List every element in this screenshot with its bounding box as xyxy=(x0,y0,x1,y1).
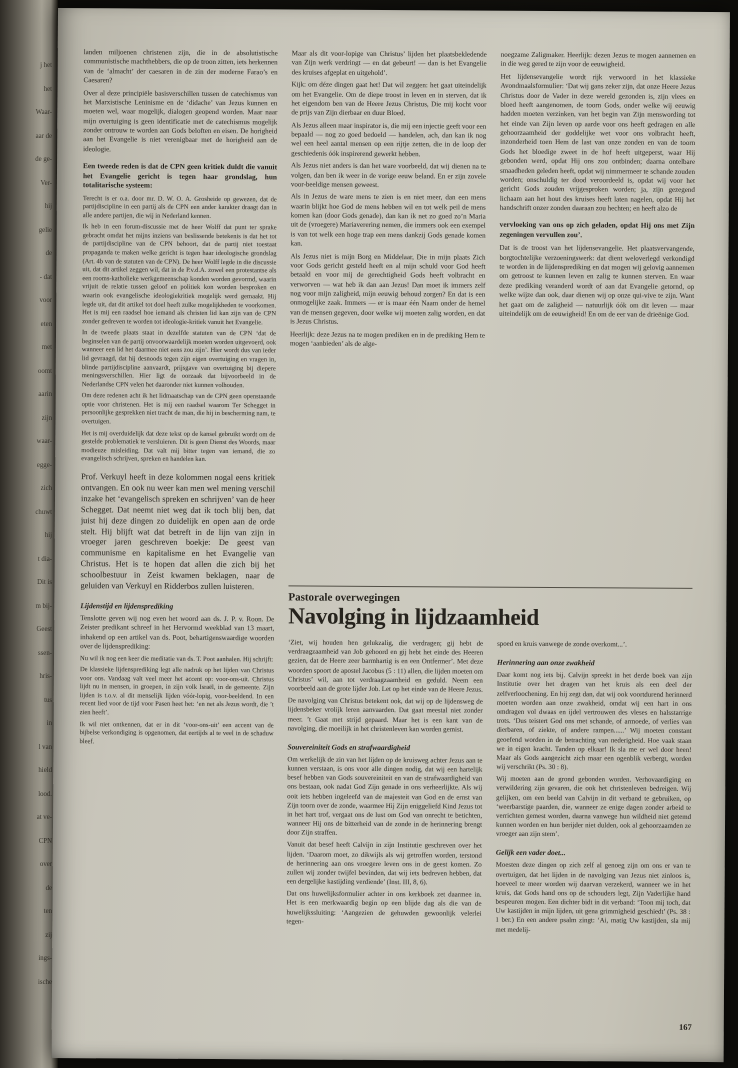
paragraph: Nu wil ik nog een keer die meditatie van ds. T. Poot aanhalen. Hij schrijft: xyxy=(80,654,274,663)
article2 xyxy=(286,581,692,938)
paragraph: Maar als dit voor-lopige van Christus’ lijden het plaatsbekledende van Zijn werk verdringt — en dat gebeurt! — dan is het Evangelie des kruises afgeplat en uitgehold’. xyxy=(291,49,487,77)
page-edge-fragment: de xyxy=(45,884,52,892)
paragraph: Tenslotte geven wij nog even het woord aan ds. J. P. v. Roon. De Zeister predikant schreef in het Hervormd weekblad van 13 maart, inhakend op een artikel van ds. Poot, behartigenswaardige woorden over de lijdensprediking: xyxy=(80,614,275,651)
page-edge-fragment: zij xyxy=(45,931,52,939)
page-edge-fragment: de xyxy=(45,250,52,257)
page-edge-fragment: CPN xyxy=(38,837,52,845)
paragraph: Het is mij overduidelijk dat deze tekst op de kansel gebruikt wordt om de gestelde problematiek te versluieren. Dit is geen Dienst des Woords, maar modieuze misleiding. Dat valt mij bitter tegen van iemand, die zo evangelisch schrijven, spreken en handelen kan. xyxy=(81,429,276,464)
previous-page-fragments xyxy=(0,0,58,994)
paragraph: Terecht is er o.a. door mr. D. W. O. A. Grosheide op gewezen, dat de partijdiscipline in een partij als de CPN een ander karakter draagt dan in alle andere partijen, die wij in Nederland kennen. xyxy=(82,194,277,220)
paragraph: Als Jezus niet is mijn Borg en Middelaar, Die in mijn plaats Zich voor Gods gericht gesteld heeft en al mijn schuld voor God heeft betaald en voor mij de gerechtigheid Gods heeft volbracht en verworven — wat heb ik dan aan Jezus! Dan moet ik immers zelf nog voor mijn zaligheid, mijn eeuwig behoud zorgen? En dat is een onmogelijke zaak. Immers — er is maar één Naam onder de hemel van de mensen gegeven, door welke wij moeten zalig worden, en dat is Jezus Christus. xyxy=(290,251,486,326)
paragraph: spoed en kruis vanwege de zonde overkomt...’. xyxy=(497,640,627,649)
subheading: Lijdenstijd en lijdensprediking xyxy=(80,601,174,611)
page-edge-fragment: t dia- xyxy=(37,555,52,563)
article1-column-middle xyxy=(289,49,487,582)
paragraph: Ik wil niet ontkennen, dat er in dit ‘voor-ons-uit’ een accent van de bijbelse verkondiging is opgenomen, dat eertijds al te veel in de schaduw bleef. xyxy=(79,720,274,746)
page-edge-fragment: over xyxy=(39,861,52,868)
page-edge-fragment: Geest xyxy=(36,626,52,633)
page-edge-fragment: met xyxy=(41,344,52,351)
page-edge-fragment: at ve- xyxy=(36,814,52,821)
page-edge-fragment: zich xyxy=(40,485,52,492)
page-edge-fragment: hield xyxy=(38,767,52,774)
page-edge-fragment: waar- xyxy=(36,438,52,445)
paragraph: Een tweede reden is dat de CPN geen kritiek duldt die vanuit het Evangelie gericht is tegen haar grondslag, hun totalitarische systeem: xyxy=(82,161,278,190)
paragraph: ‘Ziet, wij houden hen gelukzalig, die verdragen; gij hebt de verdraagzaamheid van Job gehoord en gij hebt het einde des Heeren gezien, dat de Heere zeer barmhartig is en een Ontfermer’. Met deze woorden spoort de apostel Jacobus (5 : 11) allen, die lijden moeten om Christus’ wil, aan tot verdraagzaamheid en geduld. Neem een voorbeeld aan de grote lijder Job. Let op het einde van de Heere Jezus. xyxy=(287,639,484,694)
article1-column-right xyxy=(497,51,695,584)
page-edge-fragment: - dat xyxy=(39,273,52,281)
page-edge-fragment: tus xyxy=(44,696,52,704)
paragraph: Als in Jezus de ware mens te zien is en niet meer, dan een mens waarin blijkt hoe God de mens hebben wil en tot welk peil de mens komen kan (door Gods genade), dan kan ik net zo goed zo’n Maria uit de (vroegere) Mariaverering nemen, die immers ook een exempel is van tot welk een hoge trap een mens dankzij Gods genade komen kan. xyxy=(290,192,486,248)
page-edge-fragment: l van xyxy=(38,743,52,751)
article2-column-right xyxy=(495,640,692,939)
page-edge-fragment: Waar- xyxy=(35,109,52,116)
page-edge-fragment: oomt xyxy=(38,367,52,375)
paragraph: Ik heb in een forum-discussie met de heer Wolff dat punt ter sprake gebracht omdat het mijns inziens van beslissende betekenis is dat het tot de partijdiscipline van de CPN behoort, dat de partij niet toestaat propaganda te maken welke gericht is tegen haar ideologische grondslag (Art. 4b van de statuten van de CPN). De heer Wolff legde in die discussie uit, dat dit artikel zeggen wil, dat in de P.v.d.A. zowel een protestantse als een rooms-katholieke werkgemeenschap konden worden gevormd, waarin vrijuit de relatie tussen geloof en politiek kon worden besproken en waarin ook evangelische ideologiekritiek mogelijk werd gemaakt. Hij legde uit, dat dit artikel tot doel heeft zulke mogelijkheden te voorkomen. Het is mij een raadsel hoe iemand als christen lid kan zijn van de CPN zonder gedreven te worden tot ideologie-kritiek vanuit het Evangelie. xyxy=(82,223,277,326)
page-edge-fragment: gelie xyxy=(38,226,52,234)
page-edge-fragment: Dit is xyxy=(37,579,52,586)
page-edge-fragment: ten xyxy=(43,908,52,915)
paragraph: Over al deze principiële basisverschillen tussen de catechismus van het Marxistische Leninisme en de ‘didache’ van Jezus kunnen en moeten wel, waar mogelijk, dialogen geopend worden. Maar naar mijn overtuiging is geen identificatie met de catechismus mogelijk zonder ontrouw te worden aan Gods beloften en eisen. De horigheid aan het Evangelie is niet verenigbaar met de horigheid aan de ideologie. xyxy=(83,88,278,154)
page-edge-fragment: chuwt xyxy=(35,508,52,516)
subheading: Souvereiniteit Gods en strafwaardigheid xyxy=(287,742,411,753)
page-edge-fragment: de ge- xyxy=(35,156,52,163)
page-content xyxy=(78,48,696,1036)
page-edge-fragment: zijn xyxy=(41,414,52,422)
article2-column-left xyxy=(286,639,483,938)
page-edge-fragment: het xyxy=(43,85,52,93)
page-edge-fragment: ssen- xyxy=(38,649,52,657)
paragraph: Daar komt nog iets bij. Calvijn spreekt in het derde boek van zijn Institutie over het dragen van het kruis als een deel der zelfverloochening. En hij zegt dan, dat wij ook voortdurend herinnerd moeten worden aan onze zwakheid, omdat wij een hart in ons omdragen vol dwaas en ijdel vertrouwen des vleses en halsstarrige trots. ‘Dus teistert God ons met schande, of armoede, of verlies van dierbaren, of ziekte, of andere rampen......’ Wij moeten constant geoefend worden in de betrachting van nederigheid. Hoe vaak staan we in eigen kracht. Tanden op elkaar! Ik sla me er wel door heen! Maar als Gods aangezicht zich maar een ogenblik verbergt, worden wij verschrikt (Ps. 30 : 8). xyxy=(496,672,692,772)
paragraph: Moesten deze dingen op zich zelf al genoeg zijn om ons er van te overtuigen, dat het lijden in de navolging van Jezus niet zinloos is, hoeveel te meer worden wij daarvan verzekerd, wanneer we in het kruis, dat Gods hand ons op de schouders legt, Zijn Vaderlijke hand bespeuren mogen. Een dichter bidt in dit verband: ‘Toon mij toch, dat Uw kastijden in mijn lijden, uit gena grimmigheid geschiedt’ (Ps. 38 : 1 ber.) En een andere psalm zingt: ‘Ai, matig Uw kastijden, sla mij met medelij- xyxy=(495,862,691,934)
paragraph: Om deze redenen acht ik het lidmaatschap van de CPN geen openstaande optie voor christenen. Het is mij een raadsel waarom Ter Schegget in persoonlijke gesprekken niet tracht de man, die hij in bescherming nam, te overtuigen. xyxy=(81,392,276,426)
column-left xyxy=(78,48,278,1033)
page-edge-fragment: hij xyxy=(44,203,52,210)
page-number: 167 xyxy=(679,1021,692,1032)
page-edge-fragment: aar de xyxy=(35,132,52,140)
paragraph: Dat ons huwelijksformulier achter in ons kerkboek zet daarmee in. Het is een merkwaardig begin op een blijde dag als die van de huwelijkssluiting: ‘Aangezien de gehuwden gewoonlijk velerlei tegen- xyxy=(286,890,482,926)
page-edge-fragment: hij xyxy=(44,532,52,539)
paragraph: De klassieke lijdensprediking legt alle nadruk op het lijden van Christus voor ons. Vandaag valt veel meer het accent op: voor-ons-uit. Christus lijdt nu in mensen, in groepen, in zijn volk Israël, in de gemeente. Zijn lijden is t.o.v. al dit menselijk lijden vóór-lopig, voor-beeldend. In een recent lied voor de tijd voor Pasen heet het: ‘en net als Jezus wordt, die ’t zien heeft’. xyxy=(79,666,274,717)
section-divider-rule xyxy=(288,585,692,588)
article2-title: Navolging in lijdzaamheid xyxy=(288,603,540,630)
paragraph: Vanuit dat besef heeft Calvijn in zijn Institutie geschreven over het lijden. ‘Daarom moet, zo dikwijls als wij getroffen worden, terstond de herinnering aan ons vroegere leven ons in de geest komen. Zo zullen wij zonder twijfel bevinden, dat wij iets bedreven hebben, dat een dergelijke kastijding verdiende’ (Inst. III, 8, 6). xyxy=(286,841,482,887)
page-edge-fragment: in xyxy=(46,720,52,727)
subheading: Herinnering aan onze zwakheid xyxy=(496,658,595,668)
paragraph: Prof. Verkuyl heeft in deze kolommen nogal eens kritiek ontvangen. En ook nu weer kan men wel mening verschil inzake het ‘evangelisch spreken en schrijven’ van de heer Schegget. Dat neemt niet weg dat ik toch blij ben, dat juist hij deze dingen zo duidelijk en open aan de orde stelt. Hij blijft wat dat betreft in de lijn van zijn in vroeger jaren geschreven boekje: De geest van communisme en kapitalisme en het Evangelie van Christus. Het is te hopen dat allen die zich bij het schoolbestuur in Zeist kwamen beklagen, naar de geluiden van Verkuyl en Ridderbos zullen luisteren. xyxy=(80,472,276,592)
article2-columns xyxy=(286,639,692,939)
paragraph: Als Jezus niet anders is dan het ware voorbeeld, dat wij dienen na te volgen, dan ben ik weer in de vorige eeuw beland. En er zijn zovele voor-beeldige mensen geweest. xyxy=(290,161,487,189)
page-edge-fragment: eten xyxy=(40,320,52,328)
paragraph: Als Jezus alleen maar inspirator is, die mij een injectie geeft voor een bepaald — nog zo goed bedoeld — handelen, ach, dan kan ik nog wel een heel aantal mensen op een rijtje zetten, die in de loop der geschiedenis óók inspirerend gewerkt hebben. xyxy=(291,121,487,158)
paragraph: Om werkelijk de zin van het lijden op de kruisweg achter Jezus aan te kunnen verstaan, is ons voor alle dingen nodig, dat wij een hartelijk besef hebben van Gods souvereiniteit en van de strafwaardigheid van ons bestaan, ook nadat God Zijn genade in ons verheerlijkte. Als wij ooit iets hebben ingeleefd van de majesteit van God en de ernst van Zijn toorn over de zonde, waarmee Hij Zijn eniggeliefd Kind Jezus tot in het hart trof, vergaat ons de lust om God van onrecht te betichten, wanneer Hij ons de bitterheid van de zonde in de herinnering brengt door Zijn straffen. xyxy=(286,756,483,837)
paragraph: vervloeking van ons op zich geladen, opdat Hij ons met Zijn zegeningen vervullen zou’. xyxy=(499,220,695,240)
page-edge-fragment: aarin xyxy=(38,391,52,398)
magazine-page xyxy=(52,8,730,1062)
paragraph: Kijk: om déze dingen gaat het! Dat wil zeggen: het gaat uiteindelijk om het Evangelie. Om de diepe troost in leven en in sterven, dat ik het eigendom ben van de Heere Jezus Christus, Die mij kocht voor de prijs van Zijn dierbaar en duur Bloed. xyxy=(291,80,487,118)
paragraph: De navolging van Christus betekent ook, dat wij op de lijdensweg de lijdensbeker vrolijk leren aanvaarden. Dat gaat meestal niet zonder meer. ’t Gaat met strijd gepaard. Maar het is een kant van de navolging, die moeilijk in het christenleven kan worden gemist. xyxy=(287,697,483,734)
previous-page-edge xyxy=(0,0,58,1068)
page-edge-fragment: ings- xyxy=(38,955,52,962)
paragraph: noegzame Zaligmaker. Heerlijk: dezen Jezus te mogen aannemen en in die weg gered te zijn voor de eeuwigheid. xyxy=(500,50,696,69)
page-edge-fragment: lood. xyxy=(38,790,52,798)
paragraph: Het lijdensevangelie wordt rijk verwoord in het klassieke Avondmaalsformulier: ‘Dat wij gans zeker zijn, dat onze Heere Jezus Christus door de Vader in deze wereld gezonden is, zijn vlees en bloed heeft aangenomen, de toorn Gods, onder welke wij eeuwig hadden moeten verzinken, van het begin van Zijn menswording tot het einde van Zijn leven op aarde voor ons heeft gedragen en alle gehoorzaamheid der goddelijke wet voor ons volbracht heeft, inzonderheid toen Hem de last van onze zonden en van de toorn Gods het bloedige zweet in de hof heeft uitgeperst, waar Hij gebonden werd, opdat Hij ons zou ontbinden; daarna ontelbare smaadheden geleden heeft, opdat wij nimmermeer te schande zouden worden; onschuldig ter dood veroordeeld is, opdat wij voor het gericht Gods zouden vrijgesproken worden; ja, zijn gezegend lichaam aan het hout des kruises heeft laten nagelen, opdat Hij het handschrift onzer zonden daaraan zou hechten; en heeft alzo de xyxy=(499,72,696,213)
page-edge-fragment: egge- xyxy=(36,461,52,469)
page-edge-fragment: m bij- xyxy=(35,602,52,610)
paragraph: Dat is de troost van het lijdensevangelie. Het plaatsvervangende, borgtochtelijke verzoeningswerk: dat dient weloverlegd verkondigd te worden in de lijdensprediking en dat mogen wij gelovig aannemen om getroost te kunnen leven en zalig te kunnen sterven. En waar deze prediking veranderd wordt of aan dat Evangelie getornd, op welke wijze dan ook, daar dienen wij op onze qui-vive te zijn. Want het gaat om de zaligheid — natuurlijk óók om dit leven — maar uiteindelijk om de eeuwigheid! En om de eer van de drieënige God. xyxy=(499,244,695,319)
paragraph: Heerlijk: deze Jezus na te mogen prediken en in de prediking Hem te mogen ‘aanbieden’ als de alge- xyxy=(289,329,486,348)
right-columns xyxy=(286,49,696,1035)
subheading: Gelijk een vader doet... xyxy=(495,848,566,858)
paragraph: landen miljoenen christenen zijn, die in de absolutistische communistische machthebbers, die op de troon zitten, iets herkennen van de ‘almacht’ der caesaren in de zin der moderne Farao’s en Caesaren? xyxy=(83,48,278,85)
article1-continuation xyxy=(289,49,696,583)
page-edge-fragment: hris- xyxy=(39,673,52,680)
page-edge-fragment: ische xyxy=(38,978,52,986)
page-edge-fragment: voor xyxy=(39,297,52,304)
article2-kicker: Pastorale overwegingen xyxy=(288,591,400,605)
paragraph: Wij moeten aan de grond gebonden worden. Verhovaardiging en verwildering zijn gevaren, die ook het christenleven bedreigen. Wij gelijken, om een beeld van Calvijn in dit verband te gebruiken, op ‘weerbarstige paarden, die, wanneer ze enige dagen zonder arbeid te verrichten gemest worden, daarna vanwege hun wildheid niet getemd kunnen worden en hun berijder niet dulden, ook al gehoorzaamden ze vroeger aan zijn stem’. xyxy=(495,775,692,839)
page-edge-fragment: Ver- xyxy=(40,179,52,187)
page-edge-fragment: j het xyxy=(40,62,52,69)
paragraph: In de tweede plaats staat in dezelfde statuten van de CPN ‘dat de beginselen van de partij onvoorwaardelijk moeten worden uitgevoerd, ook wanneer een lid het daarmee niet eens zou zijn’. Hier wordt dus van ieder lid gevraagd, dat hij desnoods tegen zijn eigen overtuiging en vragen in, blinde partijdiscipline aanvaardt, prijsgave van overtuiging bij diepere meningsverschillen. Hier ligt de oorzaak dat bijvoorbeeld in de Nederlandse CPN velen het daaronder niet kunnen volhouden. xyxy=(81,329,277,389)
